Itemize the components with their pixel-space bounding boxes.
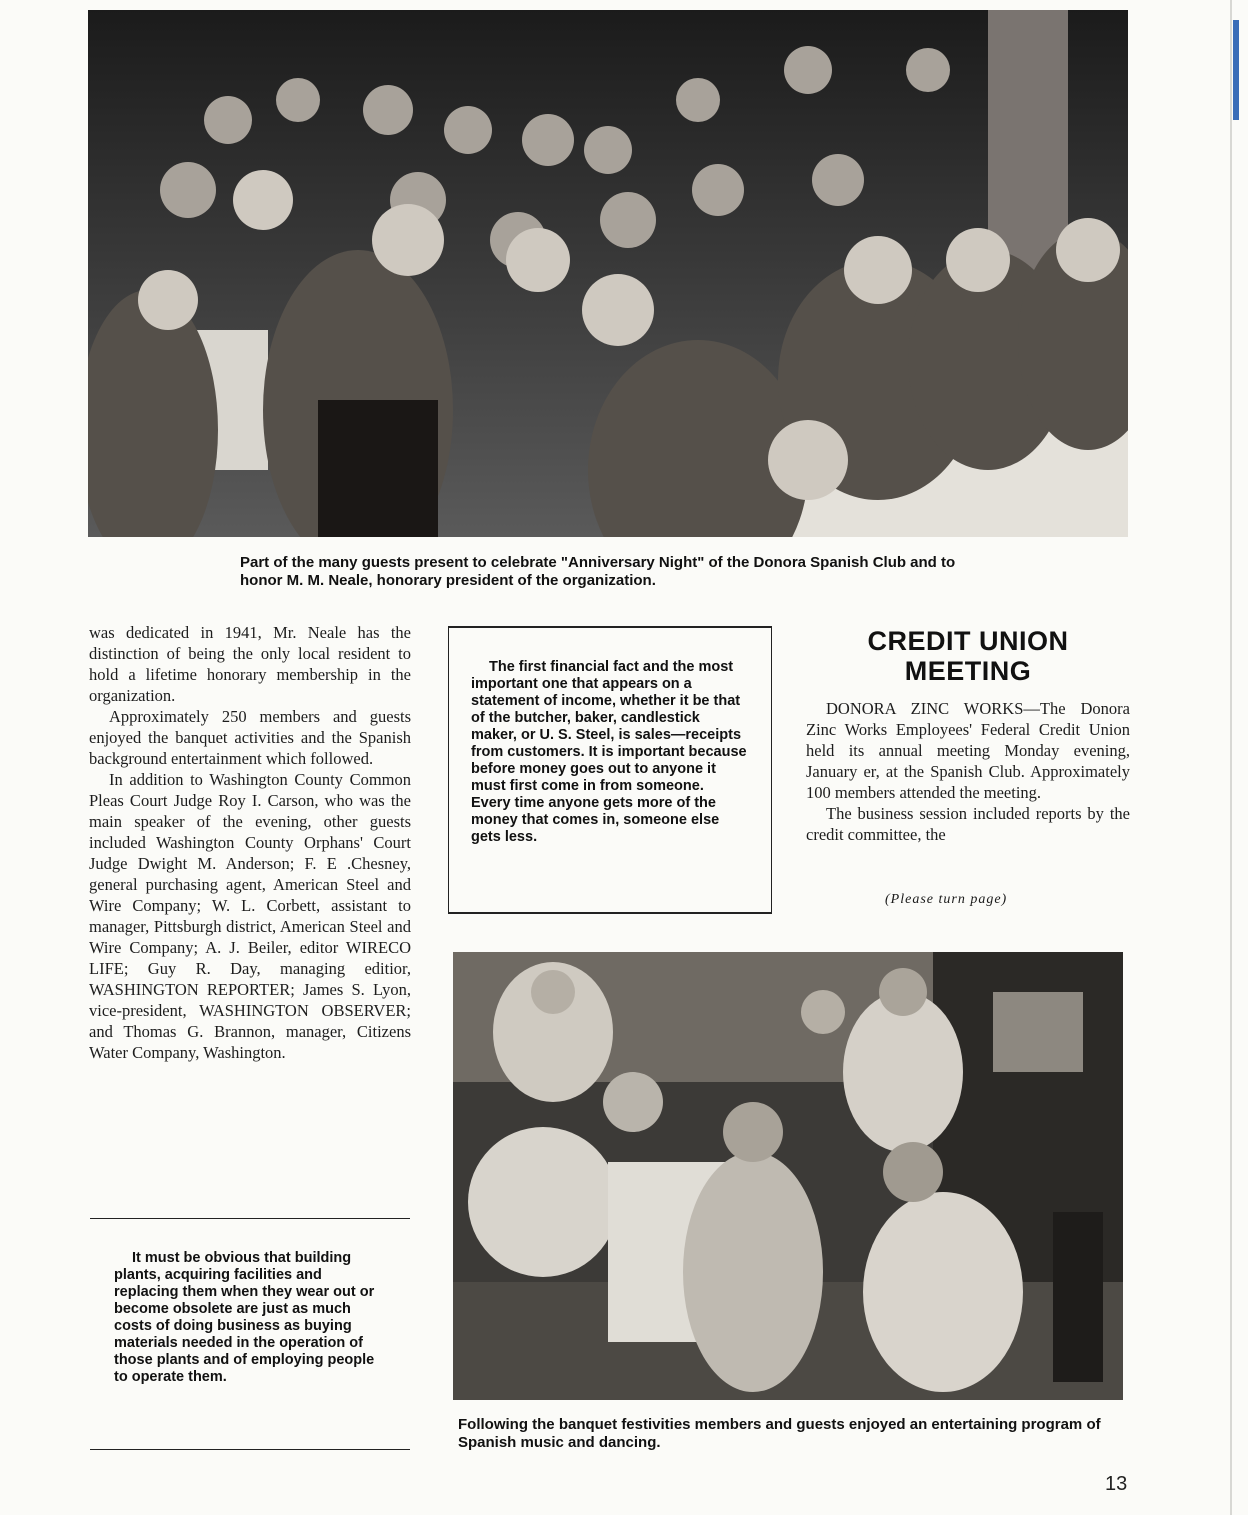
article-left-column — [89, 622, 411, 1063]
article-paragraph: Approximately 250 members and guests enjoyed the banquet activities and the Spanish background entertainment which followed. — [89, 707, 411, 768]
heading-line: MEETING — [904, 656, 1032, 686]
continued-note: (Please turn page) — [885, 892, 1008, 907]
page-edge — [1230, 0, 1232, 1515]
article-paragraph: In addition to Washington County Common Pleas Court Judge Roy I. Carson, who was the main speaker of the evening, other guests included Washington County Orphans' Court Judge Dwight M. Anderson; F. E .Chesney, general purchasing agent, American Steel and Wire Company; W. L. Corbett, assistant to manager, Pittsburgh district, American Steel and Wire Company; A. J. Beiler, editor WIRECO LIFE; Guy R. Day, managing editior, WASHINGTON REPORTER; James S. Lyon, vice-president, WASHINGTON OBSERVER; and Thomas G. Brannon, manager, Citizens Water Company, Washington. — [89, 770, 411, 1062]
quote-box-costs — [90, 1218, 410, 1450]
article-paragraph: The business session included reports by the credit committee, the — [806, 804, 1130, 844]
banquet-photo — [88, 10, 1128, 537]
heading-line: CREDIT UNION — [867, 626, 1069, 656]
article-paragraph: was dedicated in 1941, Mr. Neale has the distinction of being the only local resident to hold a lifetime honorary membership in the organization. — [89, 623, 411, 705]
quote-text: The first financial fact and the most important one that appears on a statement of income, whether it be that of the butcher, baker, candlestick maker, or U. S. Steel, is sales—receipts from customers. It is important because before money goes out to anyone it must first come in from someone. Every time anyone gets more of the money that comes in, someone else gets less. — [471, 659, 747, 845]
credit-union-heading — [806, 626, 1130, 686]
entertainment-photo — [453, 952, 1123, 1400]
top-photo-caption: Part of the many guests present to celebrate "Anniversary Night" of the Donora Spanish Club and to honor M. M. Neale, honorary president of the organization. — [240, 554, 956, 589]
bottom-photo-caption: Following the banquet festivities members and guests enjoyed an entertaining program of Spanish music and dancing. — [458, 1416, 1101, 1451]
quote-box-sales — [448, 626, 772, 914]
credit-union-article — [806, 698, 1130, 845]
page-number: 13 — [1105, 1473, 1128, 1495]
quote-text: It must be obvious that building plants, acquiring facilities and replacing them when they wear out or become obsolete are just as much costs of doing business as buying materials needed in the operation of those plants and of employing people to operate them. — [114, 1250, 375, 1385]
article-paragraph: DONORA ZINC WORKS—The Donora Zinc Works Employees' Federal Credit Union held its annual meeting Monday evening, January er, at the Spanish Club. Approximately 100 members attended the meeting. — [806, 699, 1130, 802]
page-edge-accent — [1233, 20, 1239, 120]
